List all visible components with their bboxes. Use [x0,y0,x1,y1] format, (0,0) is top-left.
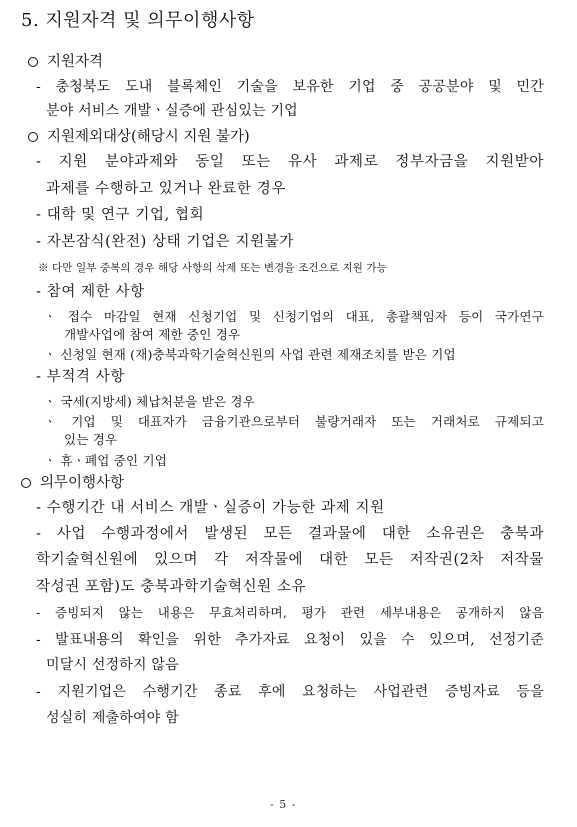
obligation-d-line-1: - 발표내용의 확인을 위한 추가자료 요청이 있을 수 있으며, 선정기준 [36,632,544,648]
exclusion-c: - 자본잠식(완전) 상태 기업은 지원불가 [36,234,294,250]
exclusion-b: - 대학 및 연구 기업, 협회 [36,207,205,223]
section-title: 5. 지원자격 및 의무이행사항 [21,10,255,31]
obligation-c: - 증빙되지 않는 내용은 무효처리하며, 평가 관련 세부내용은 공개하지 않음 [36,605,544,620]
exclusion-e3: ㆍ 휴ㆍ폐업 중인 기업 [44,453,167,468]
exclusion-d1-line-1: ㆍ 접수 마감일 현재 신청기업 및 신청기업의 대표, 총괄책임자 등이 국가연구 [44,309,544,324]
heading-exclusions [28,130,250,145]
circle-bullet-icon [21,478,31,488]
circle-bullet-icon [28,57,38,67]
exclusion-a-line-1: - 지원 분야과제와 동일 또는 유사 과제로 정부자금을 지원받아 [36,154,544,170]
circle-bullet-icon [28,132,38,142]
exclusion-a-line-2: 과제를 수행하고 있거나 완료한 경우 [46,181,286,197]
eligibility-line-2: 분야 서비스 개발ㆍ실증에 관심있는 기업 [46,103,298,119]
exclusion-d: - 참여 제한 사항 [36,284,145,300]
heading-eligibility [28,55,103,70]
exclusion-e1: ㆍ 국세(지방세) 체납처분을 받은 경우 [44,394,255,409]
exclusion-e2-line-2: 있는 경우 [64,432,118,447]
eligibility-line-1: - 충청북도 도내 블록체인 기술을 보유한 기업 중 공공분야 및 민간 [36,79,544,95]
heading-obligations-text: 의무이행사항 [40,475,125,491]
obligation-e-line-1: - 지원기업은 수행기간 종료 후에 요청하는 사업관련 증빙자료 등을 [36,684,544,700]
page-number: - 5 - [270,798,297,811]
exclusion-e: - 부적격 사항 [36,369,125,385]
obligation-a: - 수행기간 내 서비스 개발ㆍ실증이 가능한 과제 지원 [36,500,385,516]
obligation-b-line-2: 학기술혁신원에 있으며 각 저작물에 대한 모든 저작권(2차 저작물 [36,552,544,568]
exclusion-d1-line-2: 개발사업에 참여 제한 중인 경우 [64,327,241,342]
heading-eligibility-text: 지원자격 [47,54,104,70]
obligation-b-line-3: 작성권 포함)도 충북과학기술혁신원 소유 [36,579,307,595]
exclusion-note: ※ 다만 일부 중복의 경우 해당 사항의 삭제 또는 변경을 조건으로 지원 가능 [38,262,387,274]
obligation-b-line-1: - 사업 수행과정에서 발생된 모든 결과물에 대한 소유권은 충북과 [36,526,544,542]
heading-obligations [21,476,124,491]
exclusion-e2-line-1: ㆍ 기업 및 대표자가 금융기관으로부터 불량거래자 또는 거래처로 규제되고 [44,414,544,429]
obligation-e-line-2: 성실히 제출하여야 함 [46,710,179,726]
heading-exclusions-text: 지원제외대상(해당시 지원 불가) [47,129,250,145]
obligation-d-line-2: 미달시 선정하지 않음 [46,657,179,673]
exclusion-d2: ㆍ 신청일 현재 (재)충북과학기술혁신원의 사업 관련 제재조치를 받은 기업 [44,347,456,362]
